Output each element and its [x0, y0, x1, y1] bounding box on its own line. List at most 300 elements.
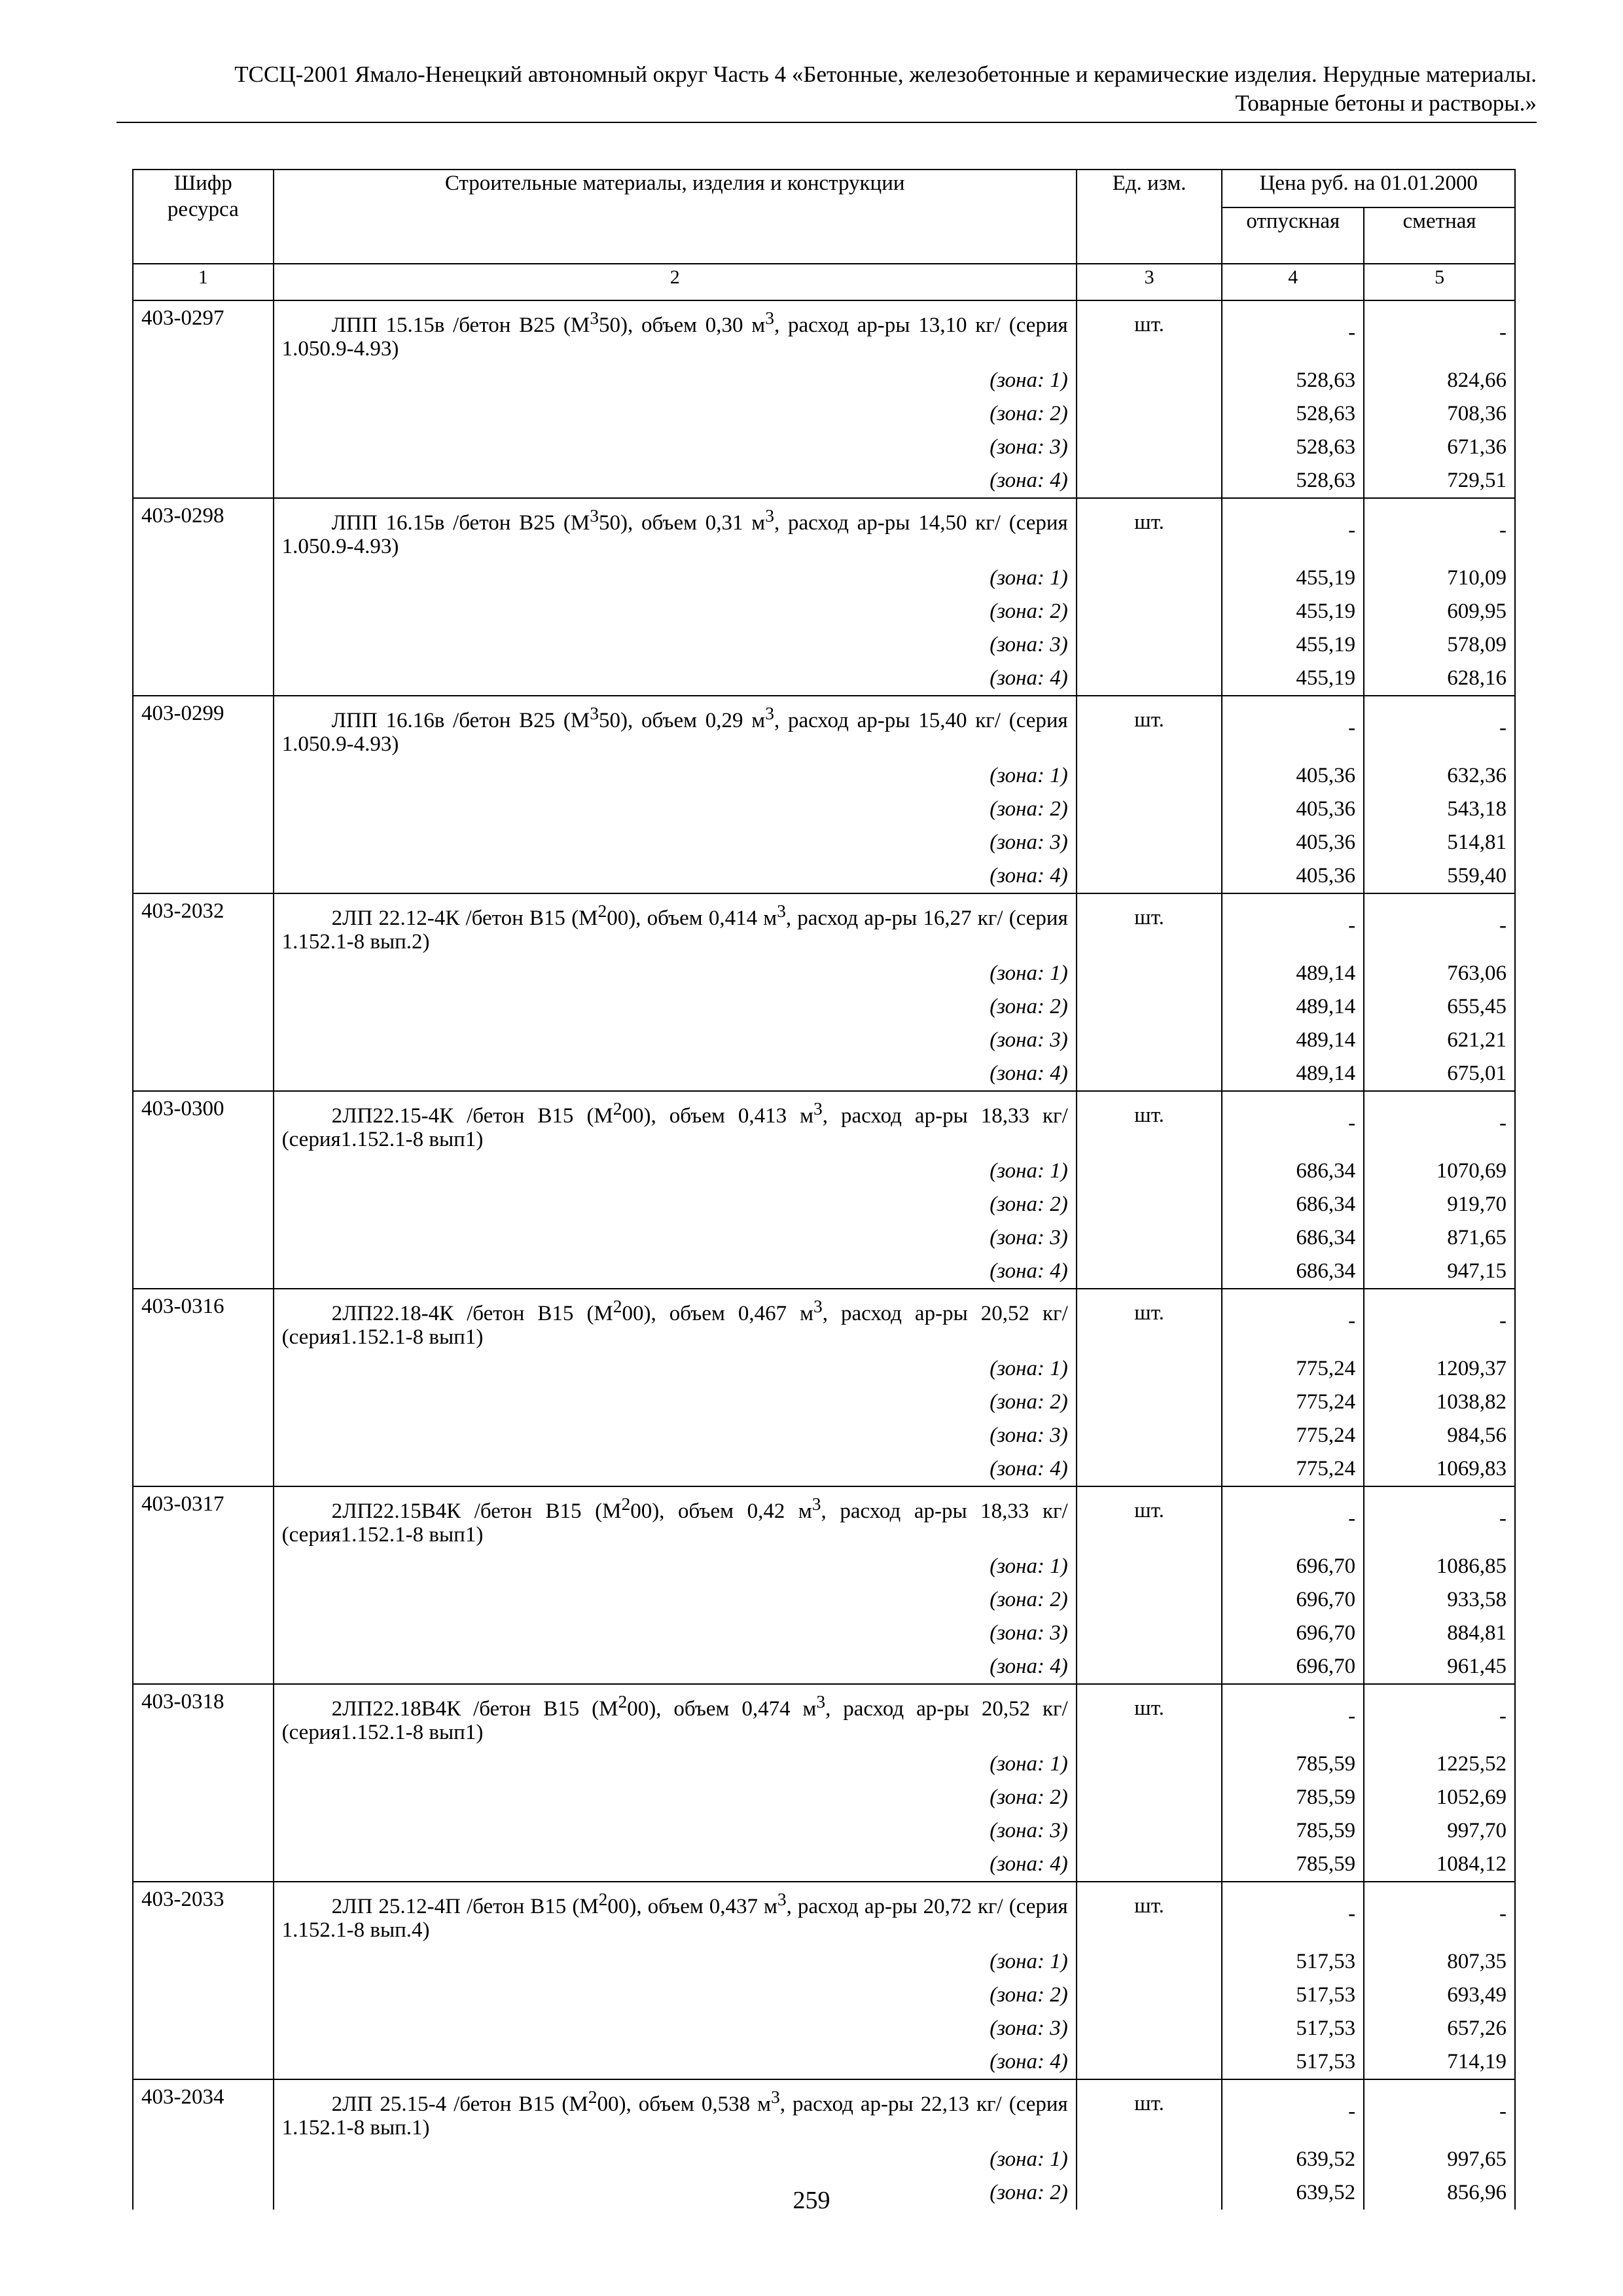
zone-label: (зона: 2): [274, 1979, 1077, 2012]
release-price: -: [1222, 300, 1364, 364]
material-description: ЛПП 16.15в /бетон В25 $(М^350)$, объем 0,31 $м^3$, расход ар-ры 14,50 кг/ (серия 1.050.9-4.93): [274, 498, 1077, 562]
empty-unit-cell: [1077, 1979, 1222, 2012]
estimate-price: -: [1364, 893, 1515, 957]
unit-cell: шт.: [1077, 1091, 1222, 1155]
document-header: [116, 60, 1537, 118]
zone-row: [133, 397, 1515, 431]
zone-estimate-price: 763,06: [1364, 957, 1515, 990]
empty-code-cell: [133, 464, 274, 498]
zone-label: (зона: 3): [274, 628, 1077, 662]
material-description: ЛПП 16.16в /бетон В25 $(М^350)$, объем 0,29 $м^3$, расход ар-ры 15,40 кг/ (серия 1.050.9-4.93): [274, 696, 1077, 759]
empty-unit-cell: [1077, 1188, 1222, 1221]
empty-unit-cell: [1077, 859, 1222, 893]
zone-release-price: 455,19: [1222, 662, 1364, 696]
zone-estimate-price: 628,16: [1364, 662, 1515, 696]
zone-estimate-price: 543,18: [1364, 793, 1515, 826]
unit-cell: шт.: [1077, 1486, 1222, 1550]
zone-release-price: 686,34: [1222, 1188, 1364, 1221]
zone-row: [133, 1057, 1515, 1091]
empty-unit-cell: [1077, 1617, 1222, 1650]
empty-code-cell: [133, 990, 274, 1024]
zone-estimate-price: 714,19: [1364, 2045, 1515, 2079]
zone-label: (зона: 1): [274, 1155, 1077, 1188]
zone-release-price: 686,34: [1222, 1255, 1364, 1289]
zone-release-price: 686,34: [1222, 1155, 1364, 1188]
zone-estimate-price: 984,56: [1364, 1419, 1515, 1452]
zone-row: [133, 562, 1515, 595]
zone-label: (зона: 3): [274, 1221, 1077, 1255]
zone-row: [133, 1650, 1515, 1684]
zone-row: [133, 1781, 1515, 1814]
zone-release-price: 785,59: [1222, 1748, 1364, 1781]
header-col-number: 4: [1222, 264, 1364, 300]
table-body: [133, 300, 1515, 2210]
empty-unit-cell: [1077, 1155, 1222, 1188]
zone-label: (зона: 3): [274, 1419, 1077, 1452]
zone-estimate-price: 1070,69: [1364, 1155, 1515, 1188]
zone-estimate-price: 997,65: [1364, 2143, 1515, 2176]
estimate-price: -: [1364, 1684, 1515, 1748]
zone-estimate-price: 621,21: [1364, 1024, 1515, 1057]
zone-estimate-price: 807,35: [1364, 1945, 1515, 1979]
unit-cell: шт.: [1077, 498, 1222, 562]
zone-release-price: 517,53: [1222, 1945, 1364, 1979]
empty-code-cell: [133, 759, 274, 793]
table-row: [133, 498, 1515, 562]
zone-row: [133, 595, 1515, 628]
empty-unit-cell: [1077, 662, 1222, 696]
zone-label: (зона: 4): [274, 1255, 1077, 1289]
zone-label: (зона: 3): [274, 1024, 1077, 1057]
zone-estimate-price: 1084,12: [1364, 1848, 1515, 1882]
page-number: 259: [793, 2187, 830, 2214]
release-price: -: [1222, 1091, 1364, 1155]
empty-code-cell: [133, 562, 274, 595]
zone-row: [133, 1386, 1515, 1419]
material-description: 2ЛП22.18В4К /бетон В15 $(М^200)$, объем 0,474 $м^3$, расход ар-ры 20,52 кг/ (серия1.152.1-8 вып1): [274, 1684, 1077, 1748]
release-price: -: [1222, 2079, 1364, 2143]
empty-code-cell: [133, 1057, 274, 1091]
material-description: 2ЛП 25.12-4П /бетон В15 $(М^200)$, объем 0,437 $м^3$, расход ар-ры 20,72 кг/ (серия 1.152.1-8 вып.4): [274, 1882, 1077, 1945]
zone-row: [133, 1255, 1515, 1289]
zone-estimate-price: 729,51: [1364, 464, 1515, 498]
table-row: [133, 893, 1515, 957]
zone-release-price: 696,70: [1222, 1650, 1364, 1684]
estimate-price: -: [1364, 696, 1515, 759]
zone-row: [133, 1617, 1515, 1650]
zone-row: [133, 1748, 1515, 1781]
empty-unit-cell: [1077, 759, 1222, 793]
header-col-number: 5: [1364, 264, 1515, 300]
zone-estimate-price: 824,66: [1364, 364, 1515, 397]
zone-release-price: 405,36: [1222, 759, 1364, 793]
zone-row: [133, 1945, 1515, 1979]
zone-label: (зона: 1): [274, 2143, 1077, 2176]
zone-release-price: 639,52: [1222, 2143, 1364, 2176]
empty-code-cell: [133, 595, 274, 628]
zone-row: [133, 1155, 1515, 1188]
zone-row: [133, 1848, 1515, 1882]
release-price: -: [1222, 1882, 1364, 1945]
zone-row: [133, 1419, 1515, 1452]
material-description: 2ЛП 22.12-4К /бетон В15 $(М^200)$, объем 0,414 $м^3$, расход ар-ры 16,27 кг/ (серия 1.152.1-8 вып.2): [274, 893, 1077, 957]
empty-code-cell: [133, 2045, 274, 2079]
empty-code-cell: [133, 1945, 274, 1979]
zone-estimate-price: 961,45: [1364, 1650, 1515, 1684]
zone-release-price: 455,19: [1222, 628, 1364, 662]
unit-cell: шт.: [1077, 696, 1222, 759]
zone-label: (зона: 2): [274, 1583, 1077, 1617]
zone-estimate-price: 1038,82: [1364, 1386, 1515, 1419]
resource-code: 403-0298: [133, 498, 274, 562]
zone-release-price: 696,70: [1222, 1550, 1364, 1583]
release-price: -: [1222, 893, 1364, 957]
empty-unit-cell: [1077, 1352, 1222, 1386]
zone-label: (зона: 2): [274, 1188, 1077, 1221]
estimate-price: -: [1364, 2079, 1515, 2143]
zone-row: [133, 1979, 1515, 2012]
zone-label: (зона: 1): [274, 1945, 1077, 1979]
empty-unit-cell: [1077, 464, 1222, 498]
header-name: Строительные материалы, изделия и конструкции: [274, 170, 1077, 264]
empty-code-cell: [133, 364, 274, 397]
zone-estimate-price: 1069,83: [1364, 1452, 1515, 1486]
table-row: [133, 1882, 1515, 1945]
zone-release-price: 517,53: [1222, 2045, 1364, 2079]
zone-label: (зона: 2): [274, 793, 1077, 826]
zone-label: (зона: 2): [274, 1386, 1077, 1419]
zone-estimate-price: 708,36: [1364, 397, 1515, 431]
empty-unit-cell: [1077, 1550, 1222, 1583]
empty-unit-cell: [1077, 1945, 1222, 1979]
estimate-price: -: [1364, 1091, 1515, 1155]
zone-estimate-price: 1225,52: [1364, 1748, 1515, 1781]
zone-release-price: 455,19: [1222, 595, 1364, 628]
resource-code: 403-0297: [133, 300, 274, 364]
header-price-group: Цена руб. на 01.01.2000: [1222, 170, 1515, 207]
empty-unit-cell: [1077, 990, 1222, 1024]
zone-release-price: 528,63: [1222, 397, 1364, 431]
empty-unit-cell: [1077, 2012, 1222, 2045]
empty-code-cell: [133, 1650, 274, 1684]
empty-code-cell: [133, 1255, 274, 1289]
zone-estimate-price: 856,96: [1364, 2176, 1515, 2210]
zone-label: (зона: 1): [274, 759, 1077, 793]
empty-unit-cell: [1077, 628, 1222, 662]
zone-row: [133, 957, 1515, 990]
zone-row: [133, 859, 1515, 893]
zone-label: (зона: 2): [274, 2176, 1077, 2210]
release-price: -: [1222, 498, 1364, 562]
zone-estimate-price: 609,95: [1364, 595, 1515, 628]
empty-code-cell: [133, 1814, 274, 1848]
empty-unit-cell: [1077, 595, 1222, 628]
header-release: отпускная: [1222, 207, 1364, 264]
unit-cell: шт.: [1077, 893, 1222, 957]
zone-label: (зона: 1): [274, 1748, 1077, 1781]
zone-label: (зона: 4): [274, 1057, 1077, 1091]
zone-release-price: 405,36: [1222, 793, 1364, 826]
zone-release-price: 785,59: [1222, 1814, 1364, 1848]
empty-unit-cell: [1077, 1255, 1222, 1289]
release-price: -: [1222, 696, 1364, 759]
table-row: [133, 1289, 1515, 1352]
resource-code: 403-0318: [133, 1684, 274, 1748]
price-table: [132, 169, 1516, 2210]
unit-cell: шт.: [1077, 2079, 1222, 2143]
zone-release-price: 785,59: [1222, 1781, 1364, 1814]
zone-row: [133, 1221, 1515, 1255]
empty-code-cell: [133, 1352, 274, 1386]
empty-code-cell: [133, 1386, 274, 1419]
empty-code-cell: [133, 1979, 274, 2012]
header-col-number: 1: [133, 264, 274, 300]
header-estimate: сметная: [1364, 207, 1515, 264]
zone-row: [133, 1814, 1515, 1848]
zone-estimate-price: 871,65: [1364, 1221, 1515, 1255]
material-description: ЛПП 15.15в /бетон В25 $(М^350)$, объем 0,30 $м^3$, расход ар-ры 13,10 кг/ (серия 1.050.9-4.93): [274, 300, 1077, 364]
zone-label: (зона: 4): [274, 464, 1077, 498]
zone-row: [133, 1583, 1515, 1617]
empty-unit-cell: [1077, 397, 1222, 431]
zone-estimate-price: 578,09: [1364, 628, 1515, 662]
empty-code-cell: [133, 1583, 274, 1617]
zone-label: (зона: 4): [274, 2045, 1077, 2079]
empty-unit-cell: [1077, 2143, 1222, 2176]
zone-release-price: 696,70: [1222, 1617, 1364, 1650]
zone-label: (зона: 1): [274, 1550, 1077, 1583]
zone-label: (зона: 4): [274, 1848, 1077, 1882]
zone-row: [133, 826, 1515, 859]
empty-code-cell: [133, 957, 274, 990]
zone-row: [133, 662, 1515, 696]
zone-label: (зона: 3): [274, 1617, 1077, 1650]
zone-label: (зона: 2): [274, 397, 1077, 431]
zone-label: (зона: 2): [274, 990, 1077, 1024]
empty-unit-cell: [1077, 2045, 1222, 2079]
empty-unit-cell: [1077, 364, 1222, 397]
resource-code: 403-0300: [133, 1091, 274, 1155]
zone-estimate-price: 671,36: [1364, 431, 1515, 464]
zone-label: (зона: 3): [274, 431, 1077, 464]
resource-code: 403-2033: [133, 1882, 274, 1945]
empty-code-cell: [133, 1419, 274, 1452]
zone-estimate-price: 947,15: [1364, 1255, 1515, 1289]
estimate-price: -: [1364, 1882, 1515, 1945]
zone-label: (зона: 3): [274, 826, 1077, 859]
zone-estimate-price: 1086,85: [1364, 1550, 1515, 1583]
empty-code-cell: [133, 2143, 274, 2176]
empty-code-cell: [133, 662, 274, 696]
zone-label: (зона: 2): [274, 1781, 1077, 1814]
empty-unit-cell: [1077, 1781, 1222, 1814]
empty-code-cell: [133, 2012, 274, 2045]
table-row: [133, 2079, 1515, 2143]
header-code: Шифр ресурса: [133, 170, 274, 264]
zone-release-price: 455,19: [1222, 562, 1364, 595]
zone-estimate-price: 1052,69: [1364, 1781, 1515, 1814]
zone-row: [133, 364, 1515, 397]
empty-unit-cell: [1077, 1419, 1222, 1452]
estimate-price: -: [1364, 1486, 1515, 1550]
zone-row: [133, 464, 1515, 498]
zone-release-price: 775,24: [1222, 1419, 1364, 1452]
zone-label: (зона: 4): [274, 1650, 1077, 1684]
empty-unit-cell: [1077, 957, 1222, 990]
zone-row: [133, 990, 1515, 1024]
empty-code-cell: [133, 431, 274, 464]
zone-label: (зона: 1): [274, 562, 1077, 595]
zone-row: [133, 2143, 1515, 2176]
zone-release-price: 775,24: [1222, 1452, 1364, 1486]
zone-row: [133, 759, 1515, 793]
empty-unit-cell: [1077, 562, 1222, 595]
zone-estimate-price: 657,26: [1364, 2012, 1515, 2045]
resource-code: 403-0317: [133, 1486, 274, 1550]
empty-code-cell: [133, 859, 274, 893]
zone-label: (зона: 1): [274, 1352, 1077, 1386]
empty-code-cell: [133, 793, 274, 826]
zone-estimate-price: 997,70: [1364, 1814, 1515, 1848]
zone-row: [133, 1352, 1515, 1386]
empty-unit-cell: [1077, 1650, 1222, 1684]
empty-unit-cell: [1077, 1057, 1222, 1091]
estimate-price: -: [1364, 1289, 1515, 1352]
material-description: 2ЛП22.18-4К /бетон В15 $(М^200)$, объем 0,467 $м^3$, расход ар-ры 20,52 кг/ (серия1.152.1-8 вып1): [274, 1289, 1077, 1352]
zone-label: (зона: 3): [274, 2012, 1077, 2045]
empty-code-cell: [133, 1748, 274, 1781]
header-unit: Ед. изм.: [1077, 170, 1222, 264]
empty-code-cell: [133, 1024, 274, 1057]
release-price: -: [1222, 1486, 1364, 1550]
empty-unit-cell: [1077, 1024, 1222, 1057]
zone-estimate-price: 655,45: [1364, 990, 1515, 1024]
zone-release-price: 528,63: [1222, 464, 1364, 498]
empty-unit-cell: [1077, 1386, 1222, 1419]
zone-estimate-price: 559,40: [1364, 859, 1515, 893]
zone-label: (зона: 1): [274, 957, 1077, 990]
zone-estimate-price: 675,01: [1364, 1057, 1515, 1091]
zone-label: (зона: 4): [274, 1452, 1077, 1486]
table-row: [133, 1486, 1515, 1550]
unit-cell: шт.: [1077, 1882, 1222, 1945]
empty-code-cell: [133, 397, 274, 431]
empty-code-cell: [133, 826, 274, 859]
release-price: -: [1222, 1289, 1364, 1352]
zone-release-price: 775,24: [1222, 1386, 1364, 1419]
release-price: -: [1222, 1684, 1364, 1748]
zone-row: [133, 2045, 1515, 2079]
material-description: 2ЛП22.15В4К /бетон В15 $(М^200)$, объем 0,42 $м^3$, расход ар-ры 18,33 кг/ (серия1.152.1-8 вып1): [274, 1486, 1077, 1550]
zone-estimate-price: 710,09: [1364, 562, 1515, 595]
estimate-price: -: [1364, 300, 1515, 364]
zone-estimate-price: 919,70: [1364, 1188, 1515, 1221]
empty-unit-cell: [1077, 1848, 1222, 1882]
zone-release-price: 785,59: [1222, 1848, 1364, 1882]
empty-unit-cell: [1077, 431, 1222, 464]
table-row: [133, 696, 1515, 759]
zone-row: [133, 628, 1515, 662]
zone-release-price: 775,24: [1222, 1352, 1364, 1386]
zone-label: (зона: 3): [274, 1814, 1077, 1848]
zone-release-price: 696,70: [1222, 1583, 1364, 1617]
zone-label: (зона: 1): [274, 364, 1077, 397]
empty-unit-cell: [1077, 1748, 1222, 1781]
header-rule: [116, 122, 1537, 123]
zone-release-price: 489,14: [1222, 1057, 1364, 1091]
empty-unit-cell: [1077, 826, 1222, 859]
zone-estimate-price: 693,49: [1364, 1979, 1515, 2012]
zone-release-price: 517,53: [1222, 1979, 1364, 2012]
empty-code-cell: [133, 1155, 274, 1188]
zone-release-price: 639,52: [1222, 2176, 1364, 2210]
empty-unit-cell: [1077, 1814, 1222, 1848]
unit-cell: шт.: [1077, 1684, 1222, 1748]
zone-release-price: 489,14: [1222, 957, 1364, 990]
zone-row: [133, 2012, 1515, 2045]
header-line-2: Товарные бетоны и растворы.»: [1235, 90, 1537, 116]
material-description: 2ЛП22.15-4К /бетон В15 $(М^200)$, объем 0,413 $м^3$, расход ар-ры 18,33 кг/ (серия1.152.1-8 вып1): [274, 1091, 1077, 1155]
unit-cell: шт.: [1077, 1289, 1222, 1352]
zone-release-price: 528,63: [1222, 364, 1364, 397]
empty-code-cell: [133, 1848, 274, 1882]
zone-estimate-price: 933,58: [1364, 1583, 1515, 1617]
zone-label: (зона: 4): [274, 859, 1077, 893]
table-row: [133, 1684, 1515, 1748]
resource-code: 403-0316: [133, 1289, 274, 1352]
empty-code-cell: [133, 1221, 274, 1255]
zone-release-price: 686,34: [1222, 1221, 1364, 1255]
empty-code-cell: [133, 1781, 274, 1814]
zone-release-price: 528,63: [1222, 431, 1364, 464]
zone-label: (зона: 4): [274, 662, 1077, 696]
zone-row: [133, 1188, 1515, 1221]
table-row: [133, 300, 1515, 364]
zone-label: (зона: 2): [274, 595, 1077, 628]
table-head: [133, 170, 1515, 300]
empty-unit-cell: [1077, 1221, 1222, 1255]
resource-code: 403-2032: [133, 893, 274, 957]
header-col-number: 2: [274, 264, 1077, 300]
empty-code-cell: [133, 1617, 274, 1650]
empty-code-cell: [133, 1188, 274, 1221]
empty-code-cell: [133, 1452, 274, 1486]
zone-release-price: 489,14: [1222, 990, 1364, 1024]
zone-estimate-price: 514,81: [1364, 826, 1515, 859]
material-description: 2ЛП 25.15-4 /бетон В15 $(М^200)$, объем 0,538 $м^3$, расход ар-ры 22,13 кг/ (серия 1.152.1-8 вып.1): [274, 2079, 1077, 2143]
estimate-price: -: [1364, 498, 1515, 562]
zone-row: [133, 431, 1515, 464]
zone-release-price: 517,53: [1222, 2012, 1364, 2045]
empty-unit-cell: [1077, 1583, 1222, 1617]
empty-unit-cell: [1077, 793, 1222, 826]
header-col-number: 3: [1077, 264, 1222, 300]
zone-release-price: 489,14: [1222, 1024, 1364, 1057]
zone-release-price: 405,36: [1222, 826, 1364, 859]
zone-row: [133, 1452, 1515, 1486]
table-row: [133, 1091, 1515, 1155]
zone-estimate-price: 632,36: [1364, 759, 1515, 793]
empty-unit-cell: [1077, 1452, 1222, 1486]
resource-code: 403-0299: [133, 696, 274, 759]
header-line-1: ТССЦ-2001 Ямало-Ненецкий автономный округ Часть 4 «Бетонные, железобетонные и керамические изделия. Нерудные материалы.: [234, 62, 1537, 87]
zone-row: [133, 1024, 1515, 1057]
zone-row: [133, 793, 1515, 826]
empty-code-cell: [133, 628, 274, 662]
zone-estimate-price: 884,81: [1364, 1617, 1515, 1650]
zone-release-price: 405,36: [1222, 859, 1364, 893]
resource-code: 403-2034: [133, 2079, 274, 2143]
